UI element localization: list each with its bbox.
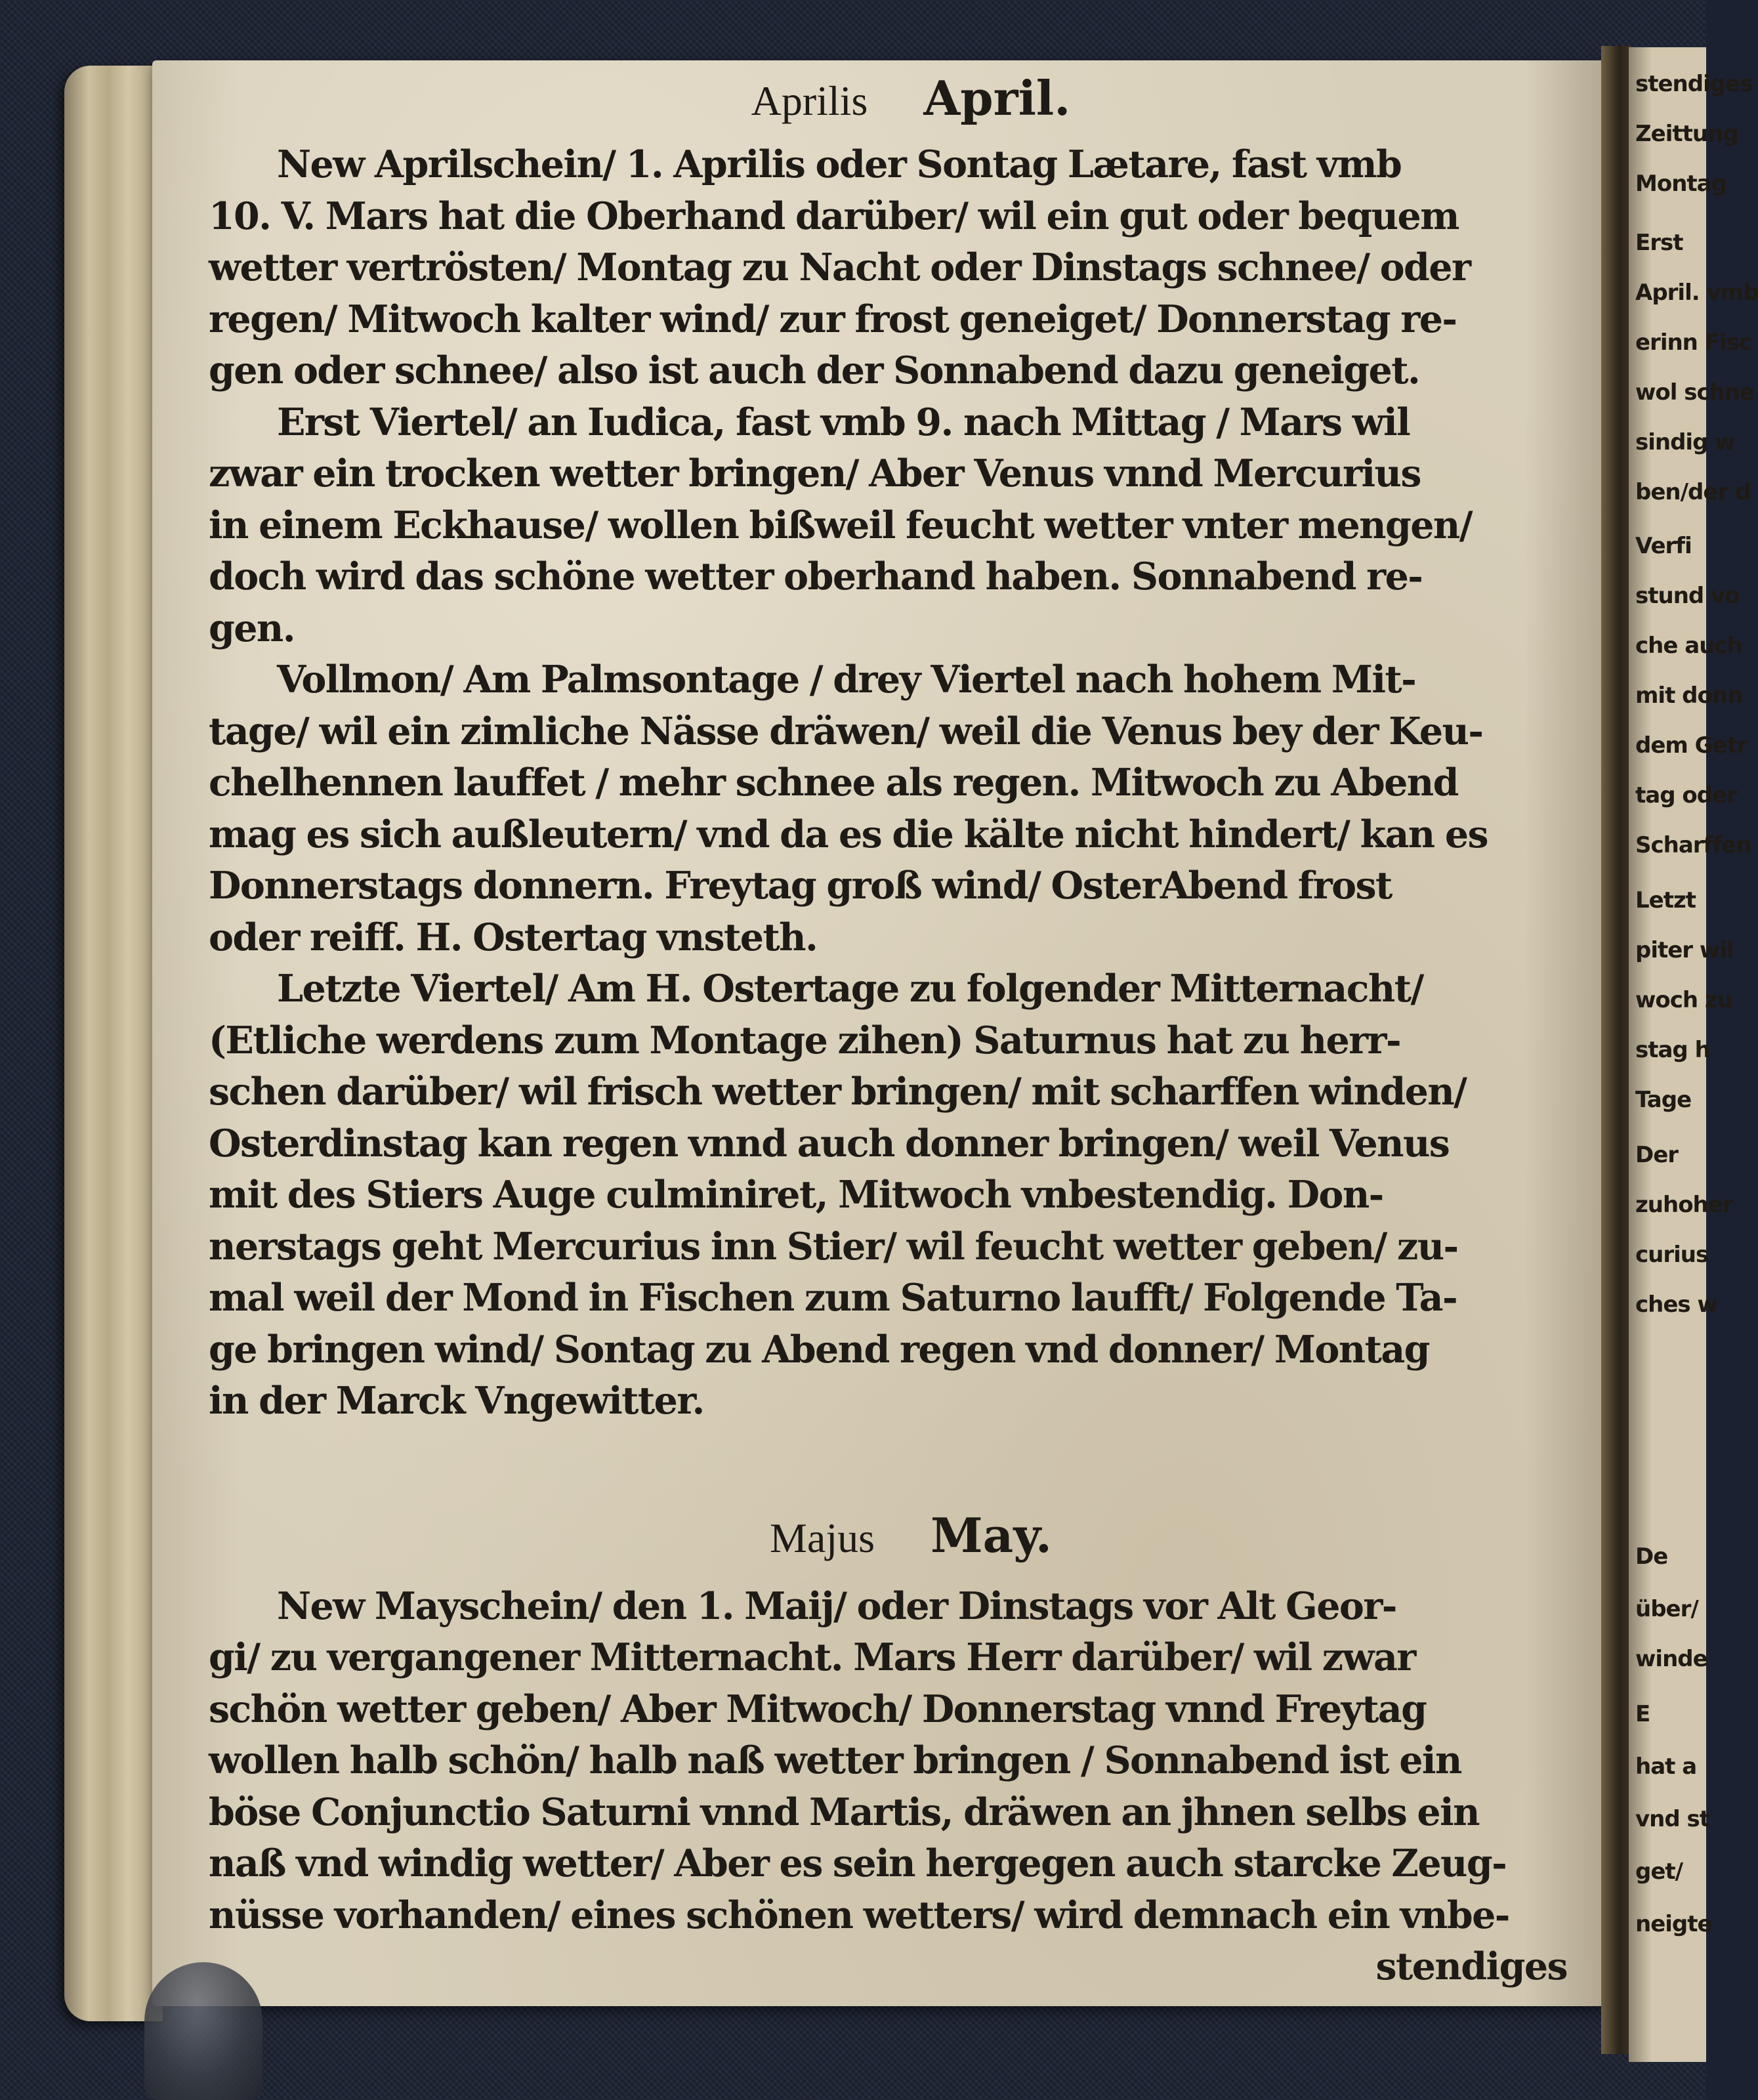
- text-line: gi/ zu vergangener Mitternacht. Mars Herr darüber/ wil zwar: [209, 1635, 1415, 1679]
- text-line: naß vnd windig wetter/ Aber es sein hergegen auch starcke Zeug-: [209, 1841, 1507, 1885]
- april-paragraph-first-quarter: [209, 397, 1567, 655]
- april-paragraph-last-quarter: [209, 963, 1567, 1427]
- facing-page-line: mit donn: [1635, 682, 1743, 709]
- text-line: wollen halb schön/ halb naß wetter bringen / Sonnabend ist ein: [209, 1738, 1461, 1782]
- text-line: Erst Viertel/ an Iudica, fast vmb 9. nach Mittag / Mars wil: [277, 400, 1410, 444]
- text-line: ge bringen wind/ Sontag zu Abend regen vnd donner/ Montag: [209, 1327, 1429, 1372]
- facing-page-line: Erst: [1635, 230, 1683, 256]
- facing-page-line: wol schne: [1635, 379, 1755, 406]
- text-line: 10. V. Mars hat die Oberhand darüber/ wil ein gut oder bequem: [209, 194, 1459, 238]
- text-line: gen oder schnee/ also ist auch der Sonnabend dazu geneiget.: [209, 348, 1420, 392]
- text-line: nüsse vorhanden/ eines schönen wetters/ wird demnach ein vnbe-: [209, 1893, 1509, 1937]
- facing-page-line: E: [1635, 1701, 1650, 1727]
- facing-page-line: De: [1635, 1544, 1668, 1570]
- facing-page-line: Der: [1635, 1142, 1679, 1168]
- text-line: tage/ wil ein zimliche Nässe dräwen/ weil die Venus bey der Keu-: [209, 709, 1483, 753]
- facing-page-line: hat a: [1635, 1754, 1697, 1780]
- facing-page-line: piter wil: [1635, 937, 1734, 963]
- facing-page-line: Zeittung: [1635, 121, 1738, 147]
- text-line: mit des Stiers Auge culminiret, Mitwoch vnbestendig. Don-: [209, 1173, 1383, 1217]
- may-paragraph-new-moon: [209, 1581, 1567, 1942]
- facing-page-line: ches w: [1635, 1292, 1717, 1318]
- text-line: (Etliche werdens zum Montage zihen) Saturnus hat zu herr-: [209, 1018, 1401, 1062]
- text-line: mag es sich außleutern/ vnd da es die kälte nicht hindert/ kan es: [209, 812, 1488, 856]
- text-line: Osterdinstag kan regen vnnd auch donner bringen/ weil Venus: [209, 1121, 1450, 1166]
- facing-page-line: Scharffen: [1635, 832, 1751, 858]
- facing-page-line: zuhoher: [1635, 1192, 1733, 1218]
- facing-page-line: che auch: [1635, 633, 1742, 659]
- text-line: mal weil der Mond in Fischen zum Saturno laufft/ Folgende Ta-: [209, 1276, 1457, 1320]
- facing-page-line: Letzt: [1635, 887, 1696, 914]
- may-section: [209, 1581, 1567, 1993]
- facing-page-line: dem Getr: [1635, 732, 1748, 759]
- page-text: [209, 66, 1567, 1992]
- facing-page-line: woch zu: [1635, 987, 1732, 1013]
- facing-page-line: Montag: [1635, 171, 1727, 197]
- facing-page-line: Tage: [1635, 1087, 1692, 1113]
- text-line: Letzte Viertel/ Am H. Ostertage zu folgender Mitternacht/: [277, 967, 1423, 1011]
- text-line: doch wird das schöne wetter oberhand haben. Sonnabend re-: [209, 555, 1423, 598]
- catchword: stendiges: [1375, 1944, 1567, 1988]
- may-heading-german: May.: [930, 1507, 1052, 1563]
- text-line: böse Conjunctio Saturni vnnd Martis, dräwen an jhnen selbs ein: [209, 1790, 1479, 1834]
- facing-page: [1629, 47, 1758, 2062]
- text-line: wetter vertrösten/ Montag zu Nacht oder Dinstags schnee/ oder: [209, 245, 1471, 289]
- text-line: in der Marck Vngewitter.: [209, 1379, 704, 1423]
- facing-page-line: stund vo: [1635, 583, 1740, 609]
- text-line: gen.: [209, 606, 295, 650]
- april-heading-german: April.: [923, 70, 1071, 126]
- text-line: New Mayschein/ den 1. Maij/ oder Dinstags vor Alt Geor-: [277, 1584, 1396, 1628]
- facing-page-line: get/: [1635, 1858, 1683, 1885]
- facing-page-line: stendiges: [1635, 71, 1753, 97]
- text-line: regen/ Mitwoch kalter wind/ zur frost geneiget/ Donnerstag re-: [209, 297, 1457, 341]
- facing-page-line: sindig w: [1635, 429, 1735, 455]
- facing-page-line: ben/der d: [1635, 479, 1751, 505]
- april-heading-latin: Aprilis: [751, 77, 868, 124]
- text-line: nerstags geht Mercurius inn Stier/ wil feucht wetter geben/ zu-: [209, 1224, 1458, 1269]
- text-line: in einem Eckhause/ wollen bißweil feucht wetter vnter mengen/: [209, 503, 1472, 547]
- may-heading: [255, 1500, 1567, 1572]
- book-gutter: [1601, 46, 1631, 2054]
- facing-page-line: winde: [1635, 1646, 1707, 1672]
- may-heading-latin: Majus: [770, 1514, 875, 1561]
- facing-page-line: April. vmb: [1635, 280, 1758, 306]
- text-line: schön wetter geben/ Aber Mitwoch/ Donnerstag vnnd Freytag: [209, 1687, 1427, 1731]
- facing-page-line: curius: [1635, 1242, 1709, 1268]
- text-line: New Aprilschein/ 1. Aprilis oder Sontag Lætare, fast vmb: [277, 142, 1402, 186]
- facing-page-line: erinn Fisc: [1635, 329, 1751, 356]
- facing-page-line: neigte: [1635, 1911, 1712, 1937]
- facing-page-line: vnd st: [1635, 1806, 1710, 1832]
- text-line: Vollmon/ Am Palmsontage / drey Viertel nach hohem Mit-: [277, 658, 1416, 702]
- text-line: zwar ein trocken wetter bringen/ Aber Venus vnnd Mercurius: [209, 452, 1421, 495]
- facing-page-line: über/: [1635, 1596, 1698, 1622]
- april-paragraph-new-moon: [209, 139, 1567, 397]
- thumb-holding-page: [144, 1962, 262, 2100]
- april-heading: [255, 66, 1567, 131]
- text-line: oder reiff. H. Ostertag vnsteth.: [209, 915, 818, 959]
- book-page-edges: [64, 66, 163, 2021]
- text-line: chelhennen lauffet / mehr schnee als regen. Mitwoch zu Abend: [209, 761, 1458, 805]
- facing-page-line: stag h: [1635, 1037, 1710, 1063]
- text-line: Donnerstags donnern. Freytag groß wind/ OsterAbend frost: [209, 864, 1392, 908]
- april-paragraph-full-moon: [209, 654, 1567, 963]
- text-line: schen darüber/ wil frisch wetter bringen/ mit scharffen winden/: [209, 1070, 1467, 1114]
- april-section: [209, 139, 1567, 1427]
- facing-page-line: tag oder: [1635, 782, 1737, 808]
- facing-page-line: Verfi: [1635, 533, 1692, 559]
